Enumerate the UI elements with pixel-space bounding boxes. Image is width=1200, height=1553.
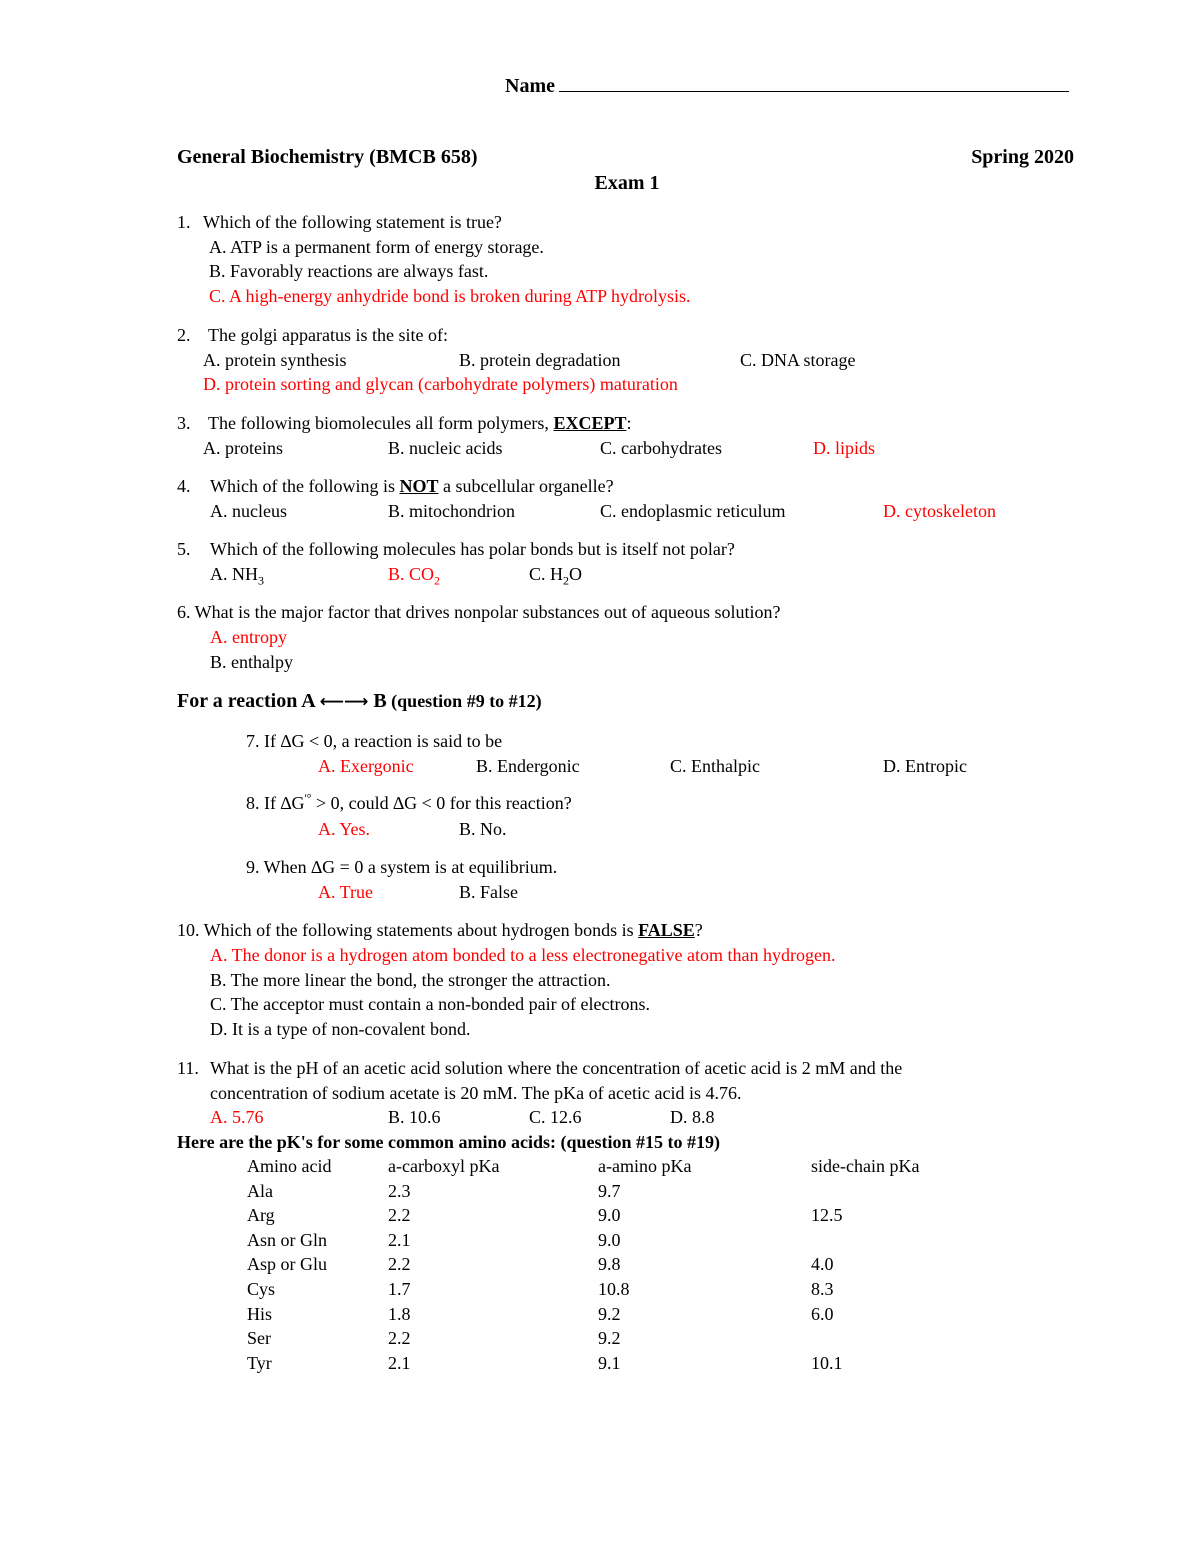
pk-cell-carboxyl: 2.3 <box>388 1180 411 1201</box>
q8-text-pre: 8. If ∆G <box>246 793 305 813</box>
pk-cell-amino: 9.2 <box>598 1303 621 1324</box>
reaction-heading-note: (question #9 to #12) <box>386 691 542 711</box>
q8-text <box>246 791 572 815</box>
double-arrow-icon: ⟵⟶ <box>319 692 369 712</box>
q3-option-b: B. nucleic acids <box>388 438 503 458</box>
pk-cell-amino-acid: Cys <box>247 1278 276 1299</box>
reaction-heading-post: B <box>368 690 387 712</box>
q5-option-a-text: A. NH <box>210 564 258 584</box>
pk-cell-amino: 9.2 <box>598 1328 621 1349</box>
q7-text: 7. If ∆G < 0, a reaction is said to be <box>246 731 503 751</box>
course-title: General Biochemistry (BMCB 658) <box>177 146 478 168</box>
pk-cell-amino: 9.7 <box>598 1180 621 1201</box>
q6-option-a: A. entropy <box>210 627 287 647</box>
q11-number: 11. <box>177 1058 199 1078</box>
q9-option-b: B. False <box>459 882 519 902</box>
q4-option-a: A. nucleus <box>210 501 287 521</box>
q4-option-c: C. endoplasmic reticulum <box>600 501 786 521</box>
pk-table-row <box>247 1228 971 1253</box>
q2-option-a: A. protein synthesis <box>203 350 347 370</box>
pk-cell-carboxyl: 2.1 <box>388 1229 411 1250</box>
pk-table-row <box>247 1326 971 1351</box>
q5-option-b-subscript: 2 <box>434 573 441 588</box>
q8-option-a: A. Yes. <box>318 819 371 839</box>
q10-option-c: C. The acceptor must contain a non-bonded pair of electrons. <box>210 994 651 1014</box>
pk-table-header-row <box>247 1154 971 1179</box>
name-blank-line <box>559 74 1069 92</box>
q4-option-b: B. mitochondrion <box>388 501 515 521</box>
pk-table-row <box>247 1302 971 1327</box>
pk-cell-side-chain <box>811 1228 971 1253</box>
q11-option-d: D. 8.8 <box>670 1107 715 1127</box>
q6-option-b: B. enthalpy <box>210 652 293 672</box>
pk-table-row <box>247 1252 971 1277</box>
name-label: Name <box>505 75 555 97</box>
q8-superscript: '° <box>304 791 312 805</box>
pk-table <box>247 1154 971 1375</box>
q1-text: Which of the following statement is true? <box>203 212 502 232</box>
q4-number: 4. <box>177 476 191 496</box>
q5-option-c <box>529 562 582 586</box>
pk-section-title: Here are the pK's for some common amino acids: <box>177 1132 556 1152</box>
q2-option-b: B. protein degradation <box>459 350 621 370</box>
pk-cell-carboxyl: 2.2 <box>388 1328 411 1349</box>
q5-option-b <box>388 562 440 586</box>
q11-text-line2: concentration of sodium acetate is 20 mM. The pKa of acetic acid is 4.76. <box>210 1083 742 1103</box>
q1-number: 1. <box>177 212 191 232</box>
pk-cell-amino: 9.0 <box>598 1205 621 1226</box>
pk-cell-carboxyl: 1.8 <box>388 1303 411 1324</box>
pk-table-row <box>247 1277 971 1302</box>
q10-text-pre: 10. Which of the following statements about hydrogen bonds is <box>177 920 639 940</box>
q4-text <box>210 474 614 498</box>
pk-cell-amino-acid: Ser <box>247 1328 271 1349</box>
q2-option-c: C. DNA storage <box>740 350 856 370</box>
pk-table-body <box>247 1154 971 1375</box>
q6-text: 6. What is the major factor that drives nonpolar substances out of aqueous solution? <box>177 602 781 622</box>
q5-option-c-subscript: 2 <box>563 573 570 588</box>
q3-option-a: A. proteins <box>203 438 283 458</box>
reaction-section-heading <box>177 688 542 715</box>
pk-table-row <box>247 1179 971 1204</box>
q9-text: 9. When ∆G = 0 a system is at equilibrium. <box>246 857 558 877</box>
pk-section-heading <box>177 1130 720 1154</box>
pk-cell-side-chain <box>811 1179 971 1204</box>
exam-title: Exam 1 <box>594 172 660 194</box>
q2-option-d: D. protein sorting and glycan (carbohydrate polymers) maturation <box>203 374 678 394</box>
pk-header-cell: side-chain pKa <box>811 1156 920 1176</box>
pk-table-row <box>247 1203 971 1228</box>
q5-text: Which of the following molecules has polar bonds but is itself not polar? <box>210 539 735 559</box>
pk-cell-side-chain: 10.1 <box>811 1352 843 1373</box>
q3-number: 3. <box>177 413 191 433</box>
pk-section-note: (question #15 to #19) <box>555 1132 720 1152</box>
pk-cell-carboxyl: 2.2 <box>388 1254 411 1275</box>
q3-text <box>208 411 631 435</box>
q1-option-a: A. ATP is a permanent form of energy storage. <box>209 237 544 257</box>
pk-header-cell: a-carboxyl pKa <box>388 1156 500 1176</box>
pk-cell-side-chain <box>811 1326 971 1351</box>
pk-cell-side-chain: 4.0 <box>811 1254 834 1275</box>
q5-option-a-subscript: 3 <box>258 573 264 588</box>
q7-option-d: D. Entropic <box>883 756 967 776</box>
q3-option-c: C. carbohydrates <box>600 438 722 458</box>
q1-option-c: C. A high-energy anhydride bond is broken during ATP hydrolysis. <box>209 286 691 306</box>
q5-option-c-text: C. H <box>529 564 564 584</box>
q4-text-post: a subcellular organelle? <box>438 476 614 496</box>
pk-cell-amino-acid: His <box>247 1303 273 1324</box>
q3-emphasis: EXCEPT <box>553 413 627 433</box>
q5-option-b-text: B. CO <box>388 564 435 584</box>
q2-number: 2. <box>177 325 191 345</box>
pk-cell-side-chain: 12.5 <box>811 1205 843 1226</box>
pk-table-row <box>247 1351 971 1376</box>
pk-cell-amino-acid: Arg <box>247 1205 275 1226</box>
q11-text-line1: What is the pH of an acetic acid solution where the concentration of acetic acid is 2 mM and the <box>210 1058 903 1078</box>
q10-option-b: B. The more linear the bond, the stronger the attraction. <box>210 970 611 990</box>
q4-option-d: D. cytoskeleton <box>883 501 996 521</box>
q8-text-post: > 0, could ∆G < 0 for this reaction? <box>311 793 572 813</box>
pk-cell-amino-acid: Tyr <box>247 1352 272 1373</box>
pk-cell-amino: 10.8 <box>598 1278 630 1299</box>
q7-option-c: C. Enthalpic <box>670 756 760 776</box>
pk-cell-side-chain: 8.3 <box>811 1278 834 1299</box>
q5-option-a <box>210 562 264 586</box>
q8-option-b: B. No. <box>459 819 507 839</box>
q5-option-c-suffix: O <box>569 564 583 584</box>
pk-cell-amino: 9.1 <box>598 1352 621 1373</box>
q10-option-d: D. It is a type of non-covalent bond. <box>210 1019 471 1039</box>
q4-text-pre: Which of the following is <box>210 476 400 496</box>
q11-option-b: B. 10.6 <box>388 1107 441 1127</box>
pk-cell-carboxyl: 2.2 <box>388 1205 411 1226</box>
q2-text: The golgi apparatus is the site of: <box>208 325 448 345</box>
q5-number: 5. <box>177 539 191 559</box>
q1-option-b: B. Favorably reactions are always fast. <box>209 261 489 281</box>
pk-cell-side-chain: 6.0 <box>811 1303 834 1324</box>
q3-text-pre: The following biomolecules all form polymers, <box>208 413 554 433</box>
pk-cell-amino-acid: Ala <box>247 1180 273 1201</box>
pk-cell-carboxyl: 2.1 <box>388 1352 411 1373</box>
q3-text-post: : <box>626 413 632 433</box>
reaction-heading-pre: For a reaction A <box>177 690 320 712</box>
pk-cell-amino: 9.0 <box>598 1229 621 1250</box>
term: Spring 2020 <box>971 146 1074 168</box>
q9-option-a: A. True <box>318 882 374 902</box>
pk-cell-amino-acid: Asn or Gln <box>247 1229 327 1250</box>
pk-cell-carboxyl: 1.7 <box>388 1278 411 1299</box>
name-field <box>505 73 1069 99</box>
q10-text <box>177 918 703 942</box>
q4-emphasis: NOT <box>399 476 439 496</box>
pk-cell-amino: 9.8 <box>598 1254 621 1275</box>
pk-header-cell: a-amino pKa <box>598 1156 692 1176</box>
q7-option-b: B. Endergonic <box>476 756 580 776</box>
q11-option-a: A. 5.76 <box>210 1107 264 1127</box>
pk-cell-amino-acid: Asp or Glu <box>247 1254 327 1275</box>
q7-option-a: A. Exergonic <box>318 756 414 776</box>
pk-header-cell: Amino acid <box>247 1156 332 1176</box>
q11-option-c: C. 12.6 <box>529 1107 582 1127</box>
q10-text-post: ? <box>694 920 703 940</box>
q10-emphasis: FALSE <box>638 920 695 940</box>
q10-option-a: A. The donor is a hydrogen atom bonded to a less electronegative atom than hydrogen. <box>210 945 836 965</box>
q3-option-d: D. lipids <box>813 438 876 458</box>
